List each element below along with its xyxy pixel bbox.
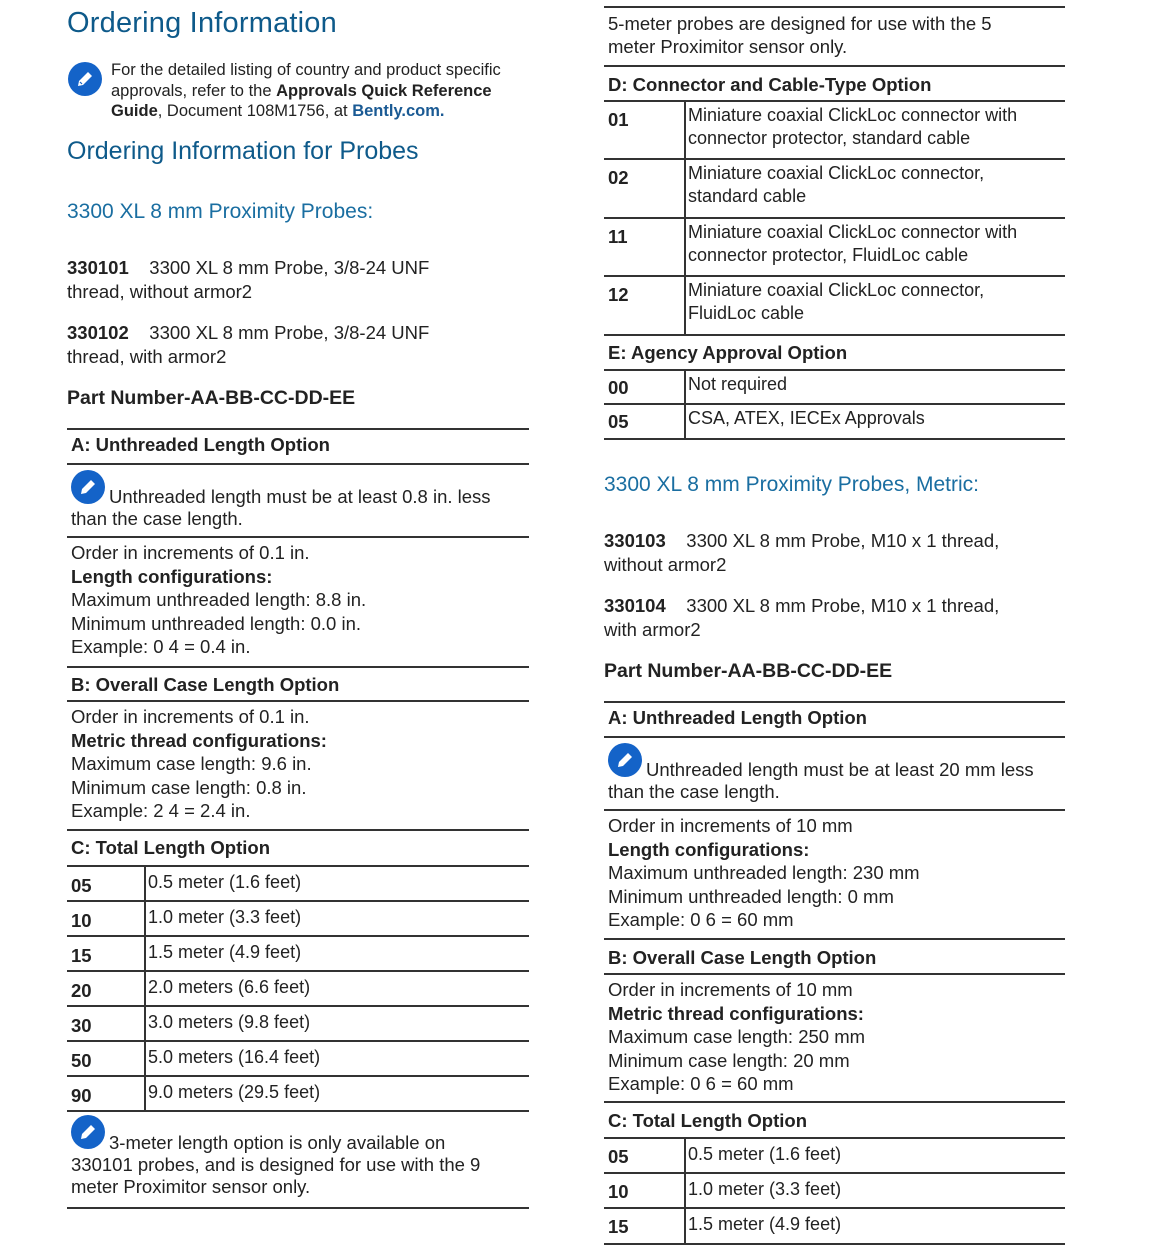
table-divider	[604, 1243, 1065, 1245]
column-divider	[684, 369, 686, 403]
divider	[604, 809, 1065, 811]
table-divider	[604, 403, 1065, 405]
config-line: Minimum unthreaded length: 0 mm	[608, 885, 894, 907]
table-divider	[604, 217, 1065, 219]
divider	[604, 6, 1065, 8]
table-divider	[604, 369, 1065, 371]
column-divider	[144, 1005, 146, 1040]
left-section-b-title: B: Overall Case Length Option	[71, 674, 340, 695]
option-code: 02	[608, 167, 629, 188]
table-divider	[67, 900, 529, 902]
table-divider	[604, 100, 1065, 102]
config-line: Order in increments of 10 mm	[608, 979, 853, 1000]
right-section-e-title: E: Agency Approval Option	[608, 342, 848, 363]
product-desc: 3300 XL 8 mm Probe, M10 x 1 thread,	[686, 595, 1000, 616]
table-divider	[67, 935, 529, 937]
option-description: 2.0 meters (6.6 feet)	[148, 977, 311, 997]
column-divider	[684, 1172, 686, 1207]
description-line: standard cable	[688, 186, 807, 206]
table-divider	[67, 1075, 529, 1077]
option-description: 1.0 meter (3.3 feet)	[688, 1179, 842, 1199]
option-code: 10	[71, 910, 92, 931]
divider	[67, 829, 529, 831]
option-description: Not required	[688, 374, 788, 394]
config-heading: Metric thread configurations:	[71, 729, 327, 751]
config-line: Example: 0 6 = 60 mm	[608, 1073, 794, 1094]
divider	[67, 700, 529, 702]
right-section-b-title: B: Overall Case Length Option	[608, 947, 877, 968]
column-divider	[144, 900, 146, 935]
option-description	[688, 104, 1017, 150]
divider	[67, 428, 529, 430]
description-line: Miniature coaxial ClickLoc connector with	[688, 105, 1018, 125]
option-code: 01	[608, 109, 629, 130]
product-desc: with armor2	[604, 619, 701, 640]
divider	[604, 973, 1065, 975]
config-line: Maximum case length: 9.6 in.	[71, 753, 312, 774]
approvals-note-text: For the detailed listing of country and product specific approvals, refer to the	[111, 61, 501, 100]
approvals-guide-ref: Approvals Quick Reference Guide	[111, 81, 492, 120]
left-section-a-body	[71, 541, 366, 659]
column-divider	[144, 1040, 146, 1075]
note-line: Unthreaded length must be at least 20 mm less	[646, 759, 1034, 780]
note-line: 330101 probes, and is designed for use with the 9	[71, 1154, 481, 1175]
option-description: 3.0 meters (9.8 feet)	[148, 1012, 311, 1032]
divider	[604, 938, 1065, 940]
option-code: 20	[71, 980, 92, 1001]
divider	[604, 701, 1065, 703]
bently-link[interactable]: Bently.com.	[352, 102, 445, 120]
column-divider	[684, 1137, 686, 1172]
table-divider	[604, 1207, 1065, 1209]
table-divider	[604, 275, 1065, 277]
product-330102	[67, 321, 537, 369]
right-section-b-body	[608, 978, 865, 1096]
column-divider	[144, 1075, 146, 1110]
column-divider	[144, 935, 146, 970]
note-line: meter Proximitor sensor only.	[71, 1176, 311, 1197]
left-section-b-body	[71, 705, 327, 823]
left-heading: 3300 XL 8 mm Proximity Probes:	[67, 200, 374, 223]
option-code: 12	[608, 284, 629, 305]
option-description: 0.5 meter (1.6 feet)	[688, 1144, 842, 1164]
product-desc: without armor2	[604, 554, 727, 575]
option-description: 1.5 meter (4.9 feet)	[688, 1214, 842, 1234]
left-section-c-title: C: Total Length Option	[71, 837, 271, 858]
config-line: Order in increments of 0.1 in.	[71, 542, 310, 563]
right-heading: 3300 XL 8 mm Proximity Probes, Metric:	[604, 473, 980, 496]
right-section-c-title: C: Total Length Option	[608, 1110, 808, 1131]
option-description: 0.5 meter (1.6 feet)	[148, 872, 302, 892]
column-divider	[684, 275, 686, 334]
right-section-a-body	[608, 814, 920, 932]
config-heading: Metric thread configurations:	[608, 1002, 864, 1024]
right-top-note	[608, 12, 992, 58]
config-line: Minimum case length: 20 mm	[608, 1049, 850, 1071]
option-description: 1.0 meter (3.3 feet)	[148, 907, 302, 927]
product-code: 330104	[604, 595, 666, 616]
config-line: Maximum unthreaded length: 230 mm	[608, 862, 920, 883]
product-desc: 3300 XL 8 mm Probe, 3/8-24 UNF	[149, 322, 430, 343]
config-line: Minimum case length: 0.8 in.	[71, 776, 307, 798]
description-line: connector protector, standard cable	[688, 128, 971, 148]
option-code: 30	[71, 1015, 92, 1036]
table-divider	[67, 1110, 529, 1112]
divider	[67, 463, 529, 465]
note-line: than the case length.	[71, 508, 243, 529]
description-line: FluidLoc cable	[688, 303, 805, 323]
option-code: 11	[608, 226, 628, 247]
table-divider	[67, 865, 529, 867]
note-line: than the case length.	[608, 781, 780, 802]
table-divider	[604, 438, 1065, 440]
table-divider	[604, 1137, 1065, 1139]
approvals-note-doc: , Document 108M1756, at	[157, 102, 353, 120]
option-code: 15	[608, 1216, 629, 1237]
option-code: 05	[608, 411, 629, 432]
config-line: Order in increments of 10 mm	[608, 815, 853, 836]
approvals-note	[111, 60, 541, 122]
product-code: 330102	[67, 322, 129, 343]
config-line: Example: 0 4 = 0.4 in.	[71, 636, 251, 657]
table-divider	[67, 1005, 529, 1007]
table-divider	[604, 1172, 1065, 1174]
config-line: Example: 0 6 = 60 mm	[608, 909, 794, 930]
column-divider	[684, 1207, 686, 1243]
config-heading: Length configurations:	[608, 838, 810, 860]
column-divider	[684, 403, 686, 438]
table-divider	[604, 334, 1065, 336]
option-code: 00	[608, 377, 629, 398]
column-divider	[684, 158, 686, 217]
column-divider	[144, 865, 146, 900]
description-line: Miniature coaxial ClickLoc connector with	[688, 222, 1018, 242]
product-330104	[604, 594, 1074, 642]
product-code: 330103	[604, 530, 666, 551]
option-description: CSA, ATEX, IECEx Approvals	[688, 408, 925, 428]
product-desc: thread, without armor2	[67, 281, 253, 302]
option-code: 15	[71, 945, 92, 966]
option-description: 9.0 meters (29.5 feet)	[148, 1082, 321, 1102]
divider	[604, 65, 1065, 67]
column-divider	[684, 100, 686, 158]
table-divider	[604, 158, 1065, 160]
divider	[67, 666, 529, 668]
right-section-a-note	[608, 759, 1068, 803]
description-line: connector protector, FluidLoc cable	[688, 245, 969, 265]
product-desc: 3300 XL 8 mm Probe, M10 x 1 thread,	[686, 530, 1000, 551]
option-code: 05	[71, 875, 92, 896]
config-heading: Length configurations:	[71, 565, 273, 587]
right-section-a-title: A: Unthreaded Length Option	[608, 707, 867, 728]
note-line: meter Proximitor sensor only.	[608, 36, 848, 57]
config-line: Example: 2 4 = 2.4 in.	[71, 800, 251, 821]
pencil-note-icon	[68, 62, 102, 96]
config-line: Order in increments of 0.1 in.	[71, 706, 310, 727]
note-line: 3-meter length option is only available on	[109, 1132, 446, 1153]
option-description	[688, 279, 984, 325]
product-desc: thread, with armor2	[67, 346, 227, 367]
divider	[67, 536, 529, 538]
divider	[67, 1207, 529, 1209]
product-330103	[604, 529, 1074, 577]
description-line: Miniature coaxial ClickLoc connector,	[688, 163, 985, 183]
page-title: Ordering Information	[67, 7, 337, 39]
option-code: 50	[71, 1050, 92, 1071]
column-divider	[144, 970, 146, 1005]
table-divider	[67, 970, 529, 972]
option-description: 5.0 meters (16.4 feet)	[148, 1047, 321, 1067]
config-line: Minimum unthreaded length: 0.0 in.	[71, 612, 362, 634]
option-description	[688, 162, 984, 208]
table-divider	[67, 1040, 529, 1042]
option-description: 1.5 meter (4.9 feet)	[148, 942, 302, 962]
right-part-number: Part Number-AA-BB-CC-DD-EE	[604, 660, 893, 682]
right-section-d-title: D: Connector and Cable-Type Option	[608, 74, 932, 95]
product-330101	[67, 256, 537, 304]
left-section-a-title: A: Unthreaded Length Option	[71, 434, 330, 455]
divider	[604, 1101, 1065, 1103]
option-description	[688, 221, 1017, 267]
description-line: Miniature coaxial ClickLoc connector,	[688, 280, 985, 300]
option-code: 10	[608, 1181, 629, 1202]
left-section-c-note	[71, 1132, 531, 1198]
option-code: 90	[71, 1085, 92, 1106]
note-line: 5-meter probes are designed for use with the 5	[608, 13, 992, 34]
config-line: Maximum case length: 250 mm	[608, 1026, 866, 1047]
config-line: Maximum unthreaded length: 8.8 in.	[71, 589, 367, 610]
note-line: Unthreaded length must be at least 0.8 in. less	[109, 486, 491, 507]
product-desc: 3300 XL 8 mm Probe, 3/8-24 UNF	[149, 257, 430, 278]
option-code: 05	[608, 1146, 629, 1167]
left-section-a-note	[71, 486, 531, 530]
column-divider	[684, 217, 686, 275]
subtitle: Ordering Information for Probes	[67, 137, 419, 165]
divider	[604, 736, 1065, 738]
product-code: 330101	[67, 257, 129, 278]
left-part-number: Part Number-AA-BB-CC-DD-EE	[67, 387, 356, 409]
